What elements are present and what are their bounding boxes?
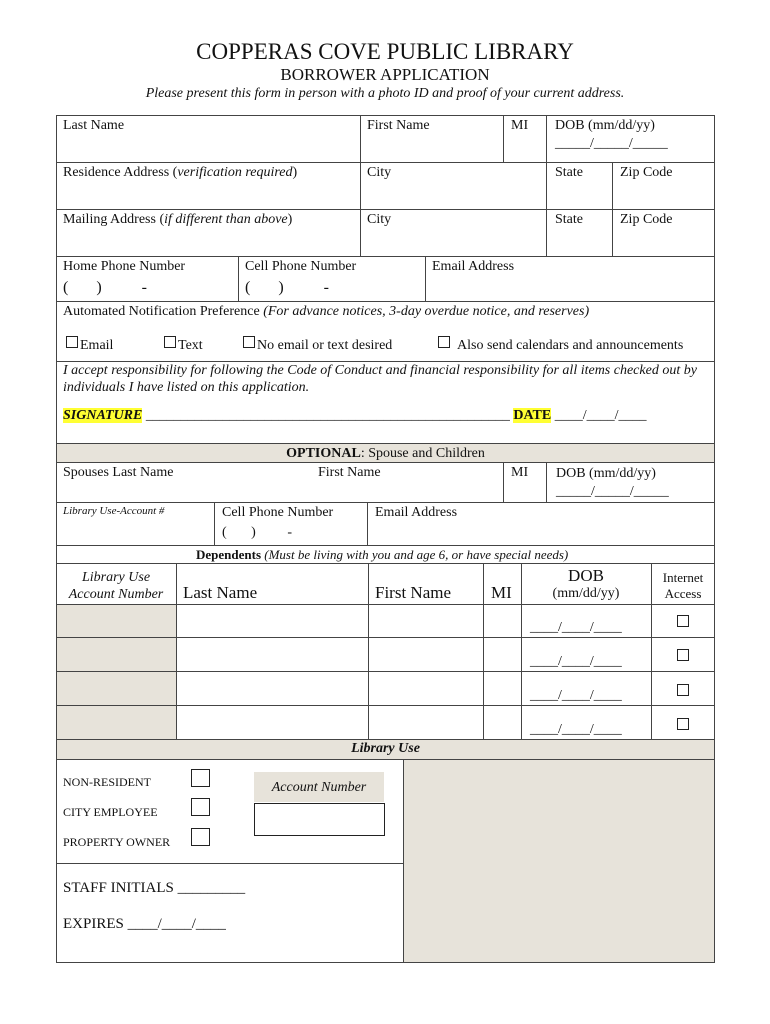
- spouse-dob-blank[interactable]: _____/_____/_____: [556, 484, 669, 499]
- non-resident-label: NON-RESIDENT: [63, 775, 151, 789]
- property-owner-label: PROPERTY OWNER: [63, 835, 171, 849]
- col-first-name-header: First Name: [375, 583, 452, 602]
- mailing-state-label: State: [555, 212, 583, 227]
- dependent-dob-blank[interactable]: ____/____/____: [530, 620, 622, 635]
- home-phone-label: Home Phone Number: [63, 259, 186, 274]
- account-number-field[interactable]: [254, 803, 385, 836]
- spouse-first-name-label: First Name: [318, 465, 381, 480]
- property-owner-checkbox[interactable]: [191, 828, 210, 846]
- dependents-heading: Dependents (Must be living with you and age 6, or have special needs): [196, 547, 569, 562]
- residence-city-label: City: [367, 165, 392, 180]
- residence-state-label: State: [555, 165, 583, 180]
- calendars-option-label: Also send calendars and announcements: [457, 338, 684, 353]
- internet-access-checkbox[interactable]: [677, 684, 689, 696]
- col-dob-format: (mm/dd/yy): [552, 586, 620, 601]
- city-employee-label: CITY EMPLOYEE: [63, 805, 158, 819]
- dependent-dob-blank[interactable]: ____/____/____: [530, 722, 622, 737]
- spouse-cell-phone-blank[interactable]: ( ) -: [222, 525, 292, 540]
- mailing-zip-label: Zip Code: [620, 212, 673, 227]
- dob-label: DOB (mm/dd/yy): [555, 118, 655, 133]
- signature-label: SIGNATURE: [63, 408, 143, 423]
- instruction-text: Please present this form in person with a photo ID and proof of your current address.: [145, 86, 625, 101]
- text-option-label: Text: [178, 338, 203, 353]
- email-option-label: Email: [80, 338, 114, 353]
- dependent-dob-blank[interactable]: ____/____/____: [530, 654, 622, 669]
- notification-preference-label: Automated Notification Preference (For advance notices, 3-day overdue notice, and reserves): [63, 304, 590, 319]
- responsibility-statement: I accept responsibility for following the Code of Conduct and financial responsibility for all items checked out by individuals I have listed on this application.: [63, 363, 697, 395]
- spouse-dob-label: DOB (mm/dd/yy): [556, 466, 656, 481]
- last-name-label: Last Name: [63, 118, 125, 133]
- city-employee-checkbox[interactable]: [191, 798, 210, 816]
- spouse-cell-phone-label: Cell Phone Number: [222, 505, 334, 520]
- spouse-email-label: Email Address: [375, 505, 458, 520]
- home-phone-blank[interactable]: ( ) -: [63, 279, 147, 296]
- calendars-checkbox[interactable]: [438, 336, 450, 348]
- no-email-checkbox[interactable]: [243, 336, 255, 348]
- cell-phone-label: Cell Phone Number: [245, 259, 357, 274]
- residence-zip-label: Zip Code: [620, 165, 673, 180]
- text-checkbox[interactable]: [164, 336, 176, 348]
- cell-phone-blank[interactable]: ( ) -: [245, 279, 329, 296]
- internet-access-checkbox[interactable]: [677, 615, 689, 627]
- optional-heading: OPTIONAL: Spouse and Children: [286, 446, 485, 461]
- library-use-heading: Library Use: [351, 741, 420, 756]
- account-number-label: Account Number: [271, 780, 367, 795]
- mailing-city-label: City: [367, 212, 392, 227]
- col-account-header: Library Use Account Number: [68, 570, 164, 602]
- mi-label: MI: [511, 118, 529, 133]
- col-internet-header: Internet Access: [662, 570, 704, 601]
- expires-label[interactable]: EXPIRES ____/____/____: [63, 916, 226, 932]
- internet-access-checkbox[interactable]: [677, 718, 689, 730]
- no-email-option-label: No email or text desired: [257, 338, 393, 353]
- spouse-mi-label: MI: [511, 465, 529, 480]
- page-subtitle: BORROWER APPLICATION: [280, 65, 490, 84]
- staff-initials-label[interactable]: STAFF INITIALS _________: [63, 880, 246, 896]
- email-checkbox[interactable]: [66, 336, 78, 348]
- spouse-account-label: Library Use-Account #: [63, 505, 165, 517]
- signature-line[interactable]: SIGNATURE ____________________________________________________ DATE ____/____/____: [63, 408, 647, 423]
- spouse-last-name-label: Spouses Last Name: [63, 465, 174, 480]
- col-mi-header: MI: [491, 583, 512, 602]
- residence-address-label: Residence Address (verification required): [63, 165, 298, 180]
- non-resident-checkbox[interactable]: [191, 769, 210, 787]
- col-last-name-header: Last Name: [183, 583, 258, 602]
- first-name-label: First Name: [367, 118, 430, 133]
- dob-blank[interactable]: _____/_____/_____: [555, 136, 668, 151]
- dependent-dob-blank[interactable]: ____/____/____: [530, 688, 622, 703]
- email-address-label: Email Address: [432, 259, 515, 274]
- page-title: COPPERAS COVE PUBLIC LIBRARY: [196, 39, 574, 64]
- mailing-address-label: Mailing Address (if different than above): [63, 212, 293, 227]
- date-label: DATE: [513, 408, 552, 423]
- internet-access-checkbox[interactable]: [677, 649, 689, 661]
- col-dob-header: DOB: [568, 566, 604, 585]
